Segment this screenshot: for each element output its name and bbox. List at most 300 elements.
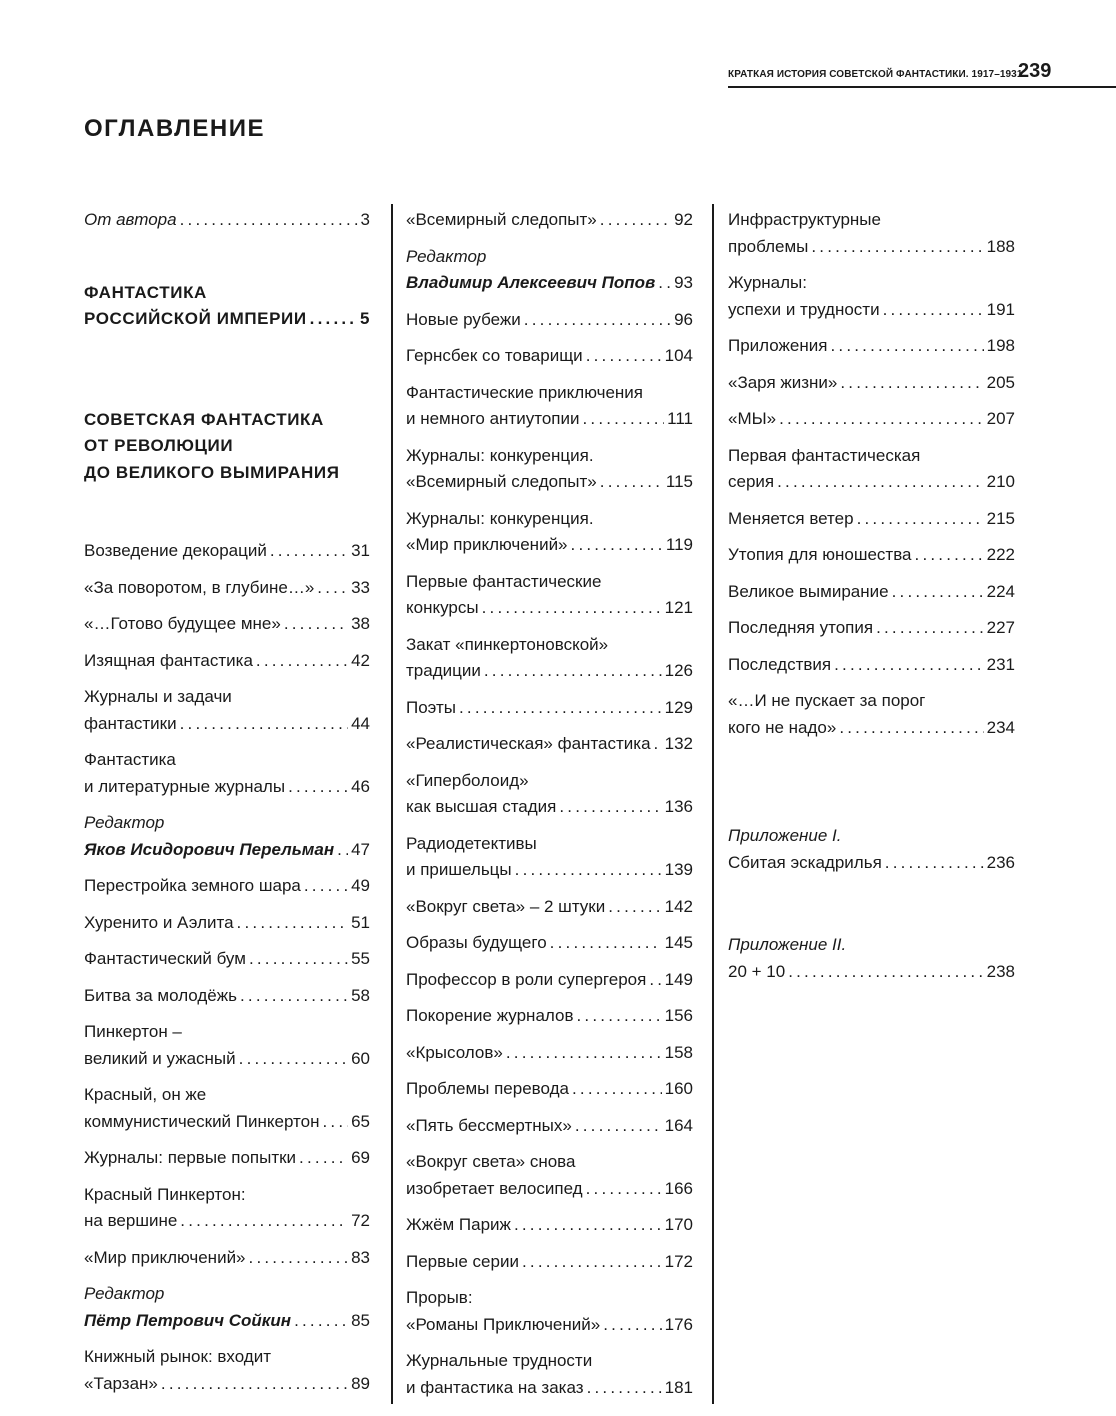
entry-title: Журналы: первые попытки (84, 1148, 297, 1167)
entry-title-line: ФАНТАСТИКА (84, 282, 207, 302)
dot-leader (240, 983, 348, 1010)
entry-page-number: 170 (664, 1215, 693, 1234)
entry-last-line (84, 575, 370, 602)
toc-entry (84, 810, 370, 863)
toc-entry (84, 611, 370, 638)
entry-last-line (406, 1076, 693, 1103)
toc-entry (728, 652, 1015, 679)
entry-page-number: 42 (351, 650, 370, 670)
entry-label: Приложение I. (728, 826, 842, 845)
entry-title: проблемы (728, 236, 809, 256)
dot-leader (587, 1375, 662, 1402)
dot-leader (572, 1076, 662, 1103)
entry-last-line (406, 532, 693, 559)
toc-entry (406, 307, 693, 334)
entry-page-number: 55 (351, 949, 370, 968)
toc-entry (728, 370, 1015, 397)
entry-title: 20 + 10 (728, 961, 786, 981)
entry-title-line: Журналы и задачи (84, 687, 232, 706)
entry-page-number: 160 (664, 1079, 693, 1098)
entry-page-number: 166 (664, 1178, 693, 1198)
dot-leader (161, 1371, 348, 1398)
toc-column-2 (406, 207, 693, 1411)
toc-entry (728, 579, 1015, 606)
dot-leader (304, 873, 348, 900)
toc-entry (728, 270, 1015, 323)
entry-page-number: 234 (986, 717, 1015, 737)
entry-title: коммунистический Пинкертон (84, 1111, 320, 1131)
entry-label: Редактор (406, 246, 487, 266)
dot-leader (834, 652, 984, 679)
dot-leader (482, 595, 662, 622)
entry-last-line (84, 1109, 370, 1136)
dot-leader (515, 857, 662, 884)
entry-title-line: Пинкертон – (84, 1022, 182, 1041)
toc-entry (406, 1212, 693, 1239)
running-header (728, 60, 1116, 88)
entry-title: «Вокруг света» – 2 штуки (406, 896, 606, 916)
page-number: 239 (1018, 60, 1052, 82)
entry-page-number: 227 (986, 618, 1015, 637)
dot-leader (249, 1245, 349, 1272)
entry-page-number: 3 (360, 210, 370, 229)
entry-title-line: Инфраструктурные (728, 210, 881, 229)
entry-title-line: ДО ВЕЛИКОГО ВЫМИРАНИЯ (84, 462, 340, 482)
toc-column-1 (84, 207, 370, 1407)
entry-last-line (84, 1208, 370, 1235)
entry-title: «Всемирный следопыт» (406, 210, 597, 229)
toc-entry (84, 648, 370, 675)
entry-title: «Пять бессмертных» (406, 1115, 572, 1135)
toc-entry (84, 1281, 370, 1334)
dot-leader (310, 306, 357, 333)
entry-title-line: Фантастические приключения (406, 382, 644, 402)
entry-title: «…Готово будущее мне» (84, 614, 281, 633)
entry-page-number: 158 (664, 1042, 693, 1062)
entry-page-number: 111 (667, 409, 693, 428)
dot-leader (317, 575, 348, 602)
dot-leader (600, 469, 663, 496)
dot-leader (840, 370, 983, 397)
entry-last-line (406, 695, 693, 722)
toc-entry (406, 569, 693, 622)
entry-title-line: Первые фантастические (406, 571, 602, 591)
entry-title: Хуренито и Аэлита (84, 912, 234, 932)
toc-entry (406, 967, 693, 994)
entry-title: Поэты (406, 697, 456, 717)
entry-last-line (406, 794, 693, 821)
entry-page-number: 207 (986, 409, 1015, 428)
toc-entry (84, 873, 370, 900)
entry-title: и фантастика на заказ (406, 1377, 584, 1397)
entry-title: Последняя утопия (728, 618, 874, 637)
dot-leader (514, 1212, 662, 1239)
entry-title: Великое вымирание (728, 581, 889, 601)
dot-leader (582, 406, 664, 433)
page-title: ОГЛАВЛЕНИЕ (84, 115, 266, 142)
entry-last-line (728, 370, 1015, 397)
entry-last-line (406, 343, 693, 370)
entry-page-number: 205 (986, 372, 1015, 392)
toc-entry (406, 1113, 693, 1140)
toc-entry (728, 932, 1015, 985)
toc-entry (728, 542, 1015, 569)
toc-entry (406, 1149, 693, 1202)
dot-leader (571, 532, 663, 559)
entry-page-number: 115 (665, 472, 693, 491)
entry-title-line: Книжный рынок: входит (84, 1347, 272, 1366)
entry-title: «Мир приключений» (84, 1247, 246, 1267)
entry-title-line: «…И не пускает за порог (728, 691, 926, 710)
entry-page-number: 176 (664, 1314, 693, 1334)
entry-last-line (84, 1245, 370, 1272)
entry-last-line (84, 1046, 370, 1073)
toc-entry (406, 768, 693, 821)
entry-page-number: 89 (351, 1373, 370, 1393)
toc-entry (728, 823, 1015, 876)
toc-entry (406, 831, 693, 884)
column-divider (391, 204, 393, 1404)
entry-page-number: 51 (351, 912, 370, 932)
dot-leader (180, 207, 358, 234)
entry-page-number: 129 (664, 697, 693, 717)
entry-label: Редактор (84, 813, 165, 832)
entry-title: и пришельцы (406, 860, 512, 879)
entry-title: «Реалистическая» фантастика (406, 734, 651, 753)
entry-title: Меняется ветер (728, 508, 854, 528)
dot-leader (180, 711, 348, 738)
dot-leader (600, 207, 671, 234)
entry-last-line (728, 959, 1015, 986)
entry-last-line (406, 857, 693, 884)
entry-last-line (84, 946, 370, 973)
entry-title: «Крысолов» (406, 1042, 503, 1062)
entry-title: Образы будущего (406, 933, 547, 952)
entry-title: Пётр Петрович Сойкин (84, 1310, 292, 1330)
entry-page-number: 46 (351, 776, 370, 796)
toc-entry (84, 747, 370, 800)
entry-page-number: 38 (351, 614, 370, 633)
dot-leader (603, 1312, 661, 1339)
toc-entry (84, 910, 370, 937)
toc-entry (406, 894, 693, 921)
dot-leader (239, 1046, 348, 1073)
entry-last-line (84, 837, 370, 864)
entry-last-line (84, 306, 370, 333)
entry-page-number: 222 (986, 545, 1015, 564)
entry-last-line (406, 967, 693, 994)
dot-leader (654, 731, 662, 758)
entry-title: От автора (84, 210, 177, 229)
column-divider (712, 204, 714, 1404)
dot-leader (284, 611, 348, 638)
entry-page-number: 142 (664, 896, 693, 916)
toc-entry (84, 1182, 370, 1235)
entry-page-number: 60 (351, 1048, 370, 1068)
entry-title: и литературные журналы (84, 776, 286, 796)
toc-entry (84, 1245, 370, 1272)
entry-label: Редактор (84, 1284, 165, 1303)
entry-title: Последствия (728, 654, 832, 674)
entry-page-number: 49 (351, 876, 370, 895)
toc-entry (728, 207, 1015, 260)
entry-title: «МЫ» (728, 409, 777, 428)
entry-last-line (84, 711, 370, 738)
entry-title: Яков Исидорович Перельман (84, 839, 335, 859)
entry-page-number: 58 (351, 985, 370, 1005)
entry-last-line (406, 930, 693, 957)
toc-entry (728, 443, 1015, 496)
entry-page-number: 224 (986, 581, 1015, 601)
running-title: КРАТКАЯ ИСТОРИЯ СОВЕТСКОЙ ФАНТАСТИКИ. 1917–1931 (728, 69, 1023, 80)
entry-last-line (406, 1040, 693, 1067)
entry-last-line (728, 615, 1015, 642)
dot-leader (559, 794, 661, 821)
entry-title: Новые рубежи (406, 309, 521, 329)
entry-last-line (728, 406, 1015, 433)
entry-last-line (406, 894, 693, 921)
toc-entry (406, 1003, 693, 1030)
dot-leader (180, 1208, 348, 1235)
entry-page-number: 72 (351, 1211, 370, 1230)
dot-leader (522, 1249, 662, 1276)
entry-last-line (728, 506, 1015, 533)
toc-entry (406, 343, 693, 370)
entry-last-line (406, 207, 693, 234)
entry-last-line (406, 1113, 693, 1140)
dot-leader (323, 1109, 349, 1136)
toc-entry (406, 1348, 693, 1401)
entry-last-line (728, 850, 1015, 877)
toc-entry (406, 1249, 693, 1276)
dot-leader (337, 837, 348, 864)
entry-title: Покорение журналов (406, 1006, 574, 1025)
entry-title: и немного антиутопии (406, 409, 580, 428)
toc-entry (406, 632, 693, 685)
dot-leader (876, 615, 984, 642)
entry-page-number: 33 (351, 577, 370, 597)
entry-title: Проблемы перевода (406, 1079, 569, 1098)
dot-leader (586, 1176, 662, 1203)
entry-title: Профессор в роли супергероя (406, 969, 647, 989)
entry-last-line (728, 297, 1015, 324)
entry-last-line (84, 611, 370, 638)
entry-title-line: Фантастика (84, 750, 176, 769)
dot-leader (883, 297, 984, 324)
entry-title-line: Журналы: (728, 273, 807, 292)
entry-last-line (406, 406, 693, 433)
dot-leader (288, 774, 348, 801)
entry-title-line: ОТ РЕВОЛЮЦИИ (84, 436, 234, 455)
toc-entry (728, 506, 1015, 533)
toc-entry (728, 688, 1015, 741)
entry-page-number: 188 (986, 236, 1015, 256)
entry-last-line (84, 538, 370, 565)
toc-entry (728, 406, 1015, 433)
entry-title-line: Радиодетективы (406, 833, 537, 853)
entry-last-line (84, 774, 370, 801)
toc-entry (406, 1076, 693, 1103)
toc-entry (84, 1082, 370, 1135)
entry-title: великий и ужасный (84, 1048, 236, 1068)
entry-page-number: 65 (351, 1111, 370, 1131)
entry-title: Приложения (728, 336, 828, 355)
dot-leader (459, 695, 662, 722)
entry-title: конкурсы (406, 598, 479, 617)
entry-last-line (406, 307, 693, 334)
toc-entry (84, 575, 370, 602)
toc-entry (84, 983, 370, 1010)
entry-last-line (84, 207, 370, 234)
toc-entry (84, 946, 370, 973)
entry-title: Жжём Париж (406, 1215, 511, 1234)
toc-entry (406, 506, 693, 559)
entry-page-number: 156 (664, 1006, 693, 1025)
entry-title: Возведение декораций (84, 541, 267, 560)
entry-last-line (84, 983, 370, 1010)
toc-entry (84, 684, 370, 737)
dot-leader (577, 1003, 662, 1030)
dot-leader (608, 894, 661, 921)
entry-title: Перестройка земного шара (84, 876, 301, 895)
entry-title-line: Красный, он же (84, 1085, 207, 1104)
entry-last-line (728, 333, 1015, 360)
entry-title: фантастики (84, 713, 177, 733)
entry-last-line (728, 652, 1015, 679)
entry-title: на вершине (84, 1211, 178, 1230)
toc-entry (406, 1040, 693, 1067)
dot-leader (237, 910, 349, 937)
dot-leader (270, 538, 348, 565)
entry-title-line: «Гиперболоид» (406, 770, 529, 790)
entry-title: «Тарзан» (84, 1373, 158, 1393)
entry-title: Утопия для юношества (728, 545, 912, 564)
entry-page-number: 119 (665, 535, 693, 554)
toc-entry (406, 244, 693, 297)
toc-entry (406, 930, 693, 957)
entry-page-number: 83 (351, 1247, 370, 1267)
entry-last-line (406, 595, 693, 622)
entry-page-number: 121 (664, 598, 693, 617)
dot-leader (586, 343, 662, 370)
entry-last-line (406, 1003, 693, 1030)
dot-leader (506, 1040, 662, 1067)
dot-leader (915, 542, 984, 569)
entry-last-line (728, 579, 1015, 606)
entry-last-line (406, 469, 693, 496)
entry-title-line: Красный Пинкертон: (84, 1184, 246, 1204)
entry-title: Битва за молодёжь (84, 985, 237, 1005)
entry-title: Первые серии (406, 1251, 519, 1271)
entry-title: «Романы Приключений» (406, 1314, 601, 1334)
dot-leader (777, 469, 984, 496)
entry-title: успехи и трудности (728, 299, 880, 319)
dot-leader (885, 850, 984, 877)
toc-entry (728, 615, 1015, 642)
toc-entry (406, 1285, 693, 1338)
dot-leader (299, 1145, 348, 1172)
toc-entry (406, 443, 693, 496)
entry-title: Фантастический бум (84, 949, 246, 968)
toc-entry (84, 1145, 370, 1172)
entry-page-number: 231 (986, 654, 1015, 674)
entry-page-number: 93 (674, 273, 693, 292)
dot-leader (484, 658, 662, 685)
entry-last-line (728, 234, 1015, 261)
dot-leader (575, 1113, 662, 1140)
entry-title-line: «Вокруг света» снова (406, 1152, 576, 1171)
entry-title: Изящная фантастика (84, 650, 253, 670)
entry-last-line (728, 469, 1015, 496)
entry-last-line (84, 1145, 370, 1172)
entry-page-number: 92 (674, 210, 693, 229)
dot-leader (830, 333, 983, 360)
entry-page-number: 236 (986, 852, 1015, 872)
dot-leader (294, 1308, 348, 1335)
entry-page-number: 198 (986, 336, 1015, 355)
dot-leader (249, 946, 348, 973)
entry-last-line (406, 1176, 693, 1203)
dot-leader (649, 967, 661, 994)
entry-title-line: Журнальные трудности (406, 1351, 593, 1370)
dot-leader (811, 234, 983, 261)
entry-page-number: 85 (351, 1310, 370, 1330)
dot-leader (892, 579, 984, 606)
dot-leader (839, 715, 983, 742)
entry-last-line (406, 1249, 693, 1276)
entry-title: РОССИЙСКОЙ ИМПЕРИИ (84, 309, 307, 328)
entry-page-number: 31 (351, 541, 370, 560)
entry-title-line: Первая фантастическая (728, 445, 921, 465)
dot-leader (256, 648, 348, 675)
entry-title-line: Журналы: конкуренция. (406, 508, 594, 528)
toc-entry (84, 280, 370, 333)
entry-title: как высшая стадия (406, 797, 557, 816)
entry-last-line (728, 542, 1015, 569)
toc-entry (84, 1019, 370, 1072)
entry-page-number: 181 (664, 1377, 693, 1397)
entry-page-number: 132 (664, 734, 693, 753)
entry-page-number: 215 (986, 508, 1015, 528)
entry-title: «Заря жизни» (728, 372, 838, 392)
entry-title: «За поворотом, в глубине…» (84, 577, 315, 597)
entry-last-line (84, 910, 370, 937)
entry-page-number: 96 (674, 309, 693, 329)
entry-last-line (84, 1371, 370, 1398)
dot-leader (550, 930, 662, 957)
toc-entry (406, 731, 693, 758)
dot-leader (658, 270, 671, 297)
entry-title: изобретает велосипед (406, 1178, 583, 1198)
entry-last-line (406, 1312, 693, 1339)
entry-page-number: 47 (351, 839, 370, 859)
toc-entry (728, 333, 1015, 360)
toc-entry (84, 1344, 370, 1397)
toc-entry (84, 207, 370, 234)
entry-title: «Мир приключений» (406, 535, 568, 554)
toc-column-3 (728, 207, 1015, 995)
entry-title-line: Журналы: конкуренция. (406, 445, 594, 465)
entry-page-number: 136 (664, 797, 693, 816)
entry-page-number: 126 (664, 661, 693, 680)
entry-title: Сбитая эскадрилья (728, 852, 882, 872)
entry-page-number: 238 (986, 961, 1015, 981)
entry-title-line: СОВЕТСКАЯ ФАНТАСТИКА (84, 409, 324, 429)
entry-title: Владимир Алексеевич Попов (406, 273, 656, 292)
toc-entry (406, 207, 693, 234)
entry-last-line (406, 270, 693, 297)
entry-page-number: 44 (351, 713, 370, 733)
